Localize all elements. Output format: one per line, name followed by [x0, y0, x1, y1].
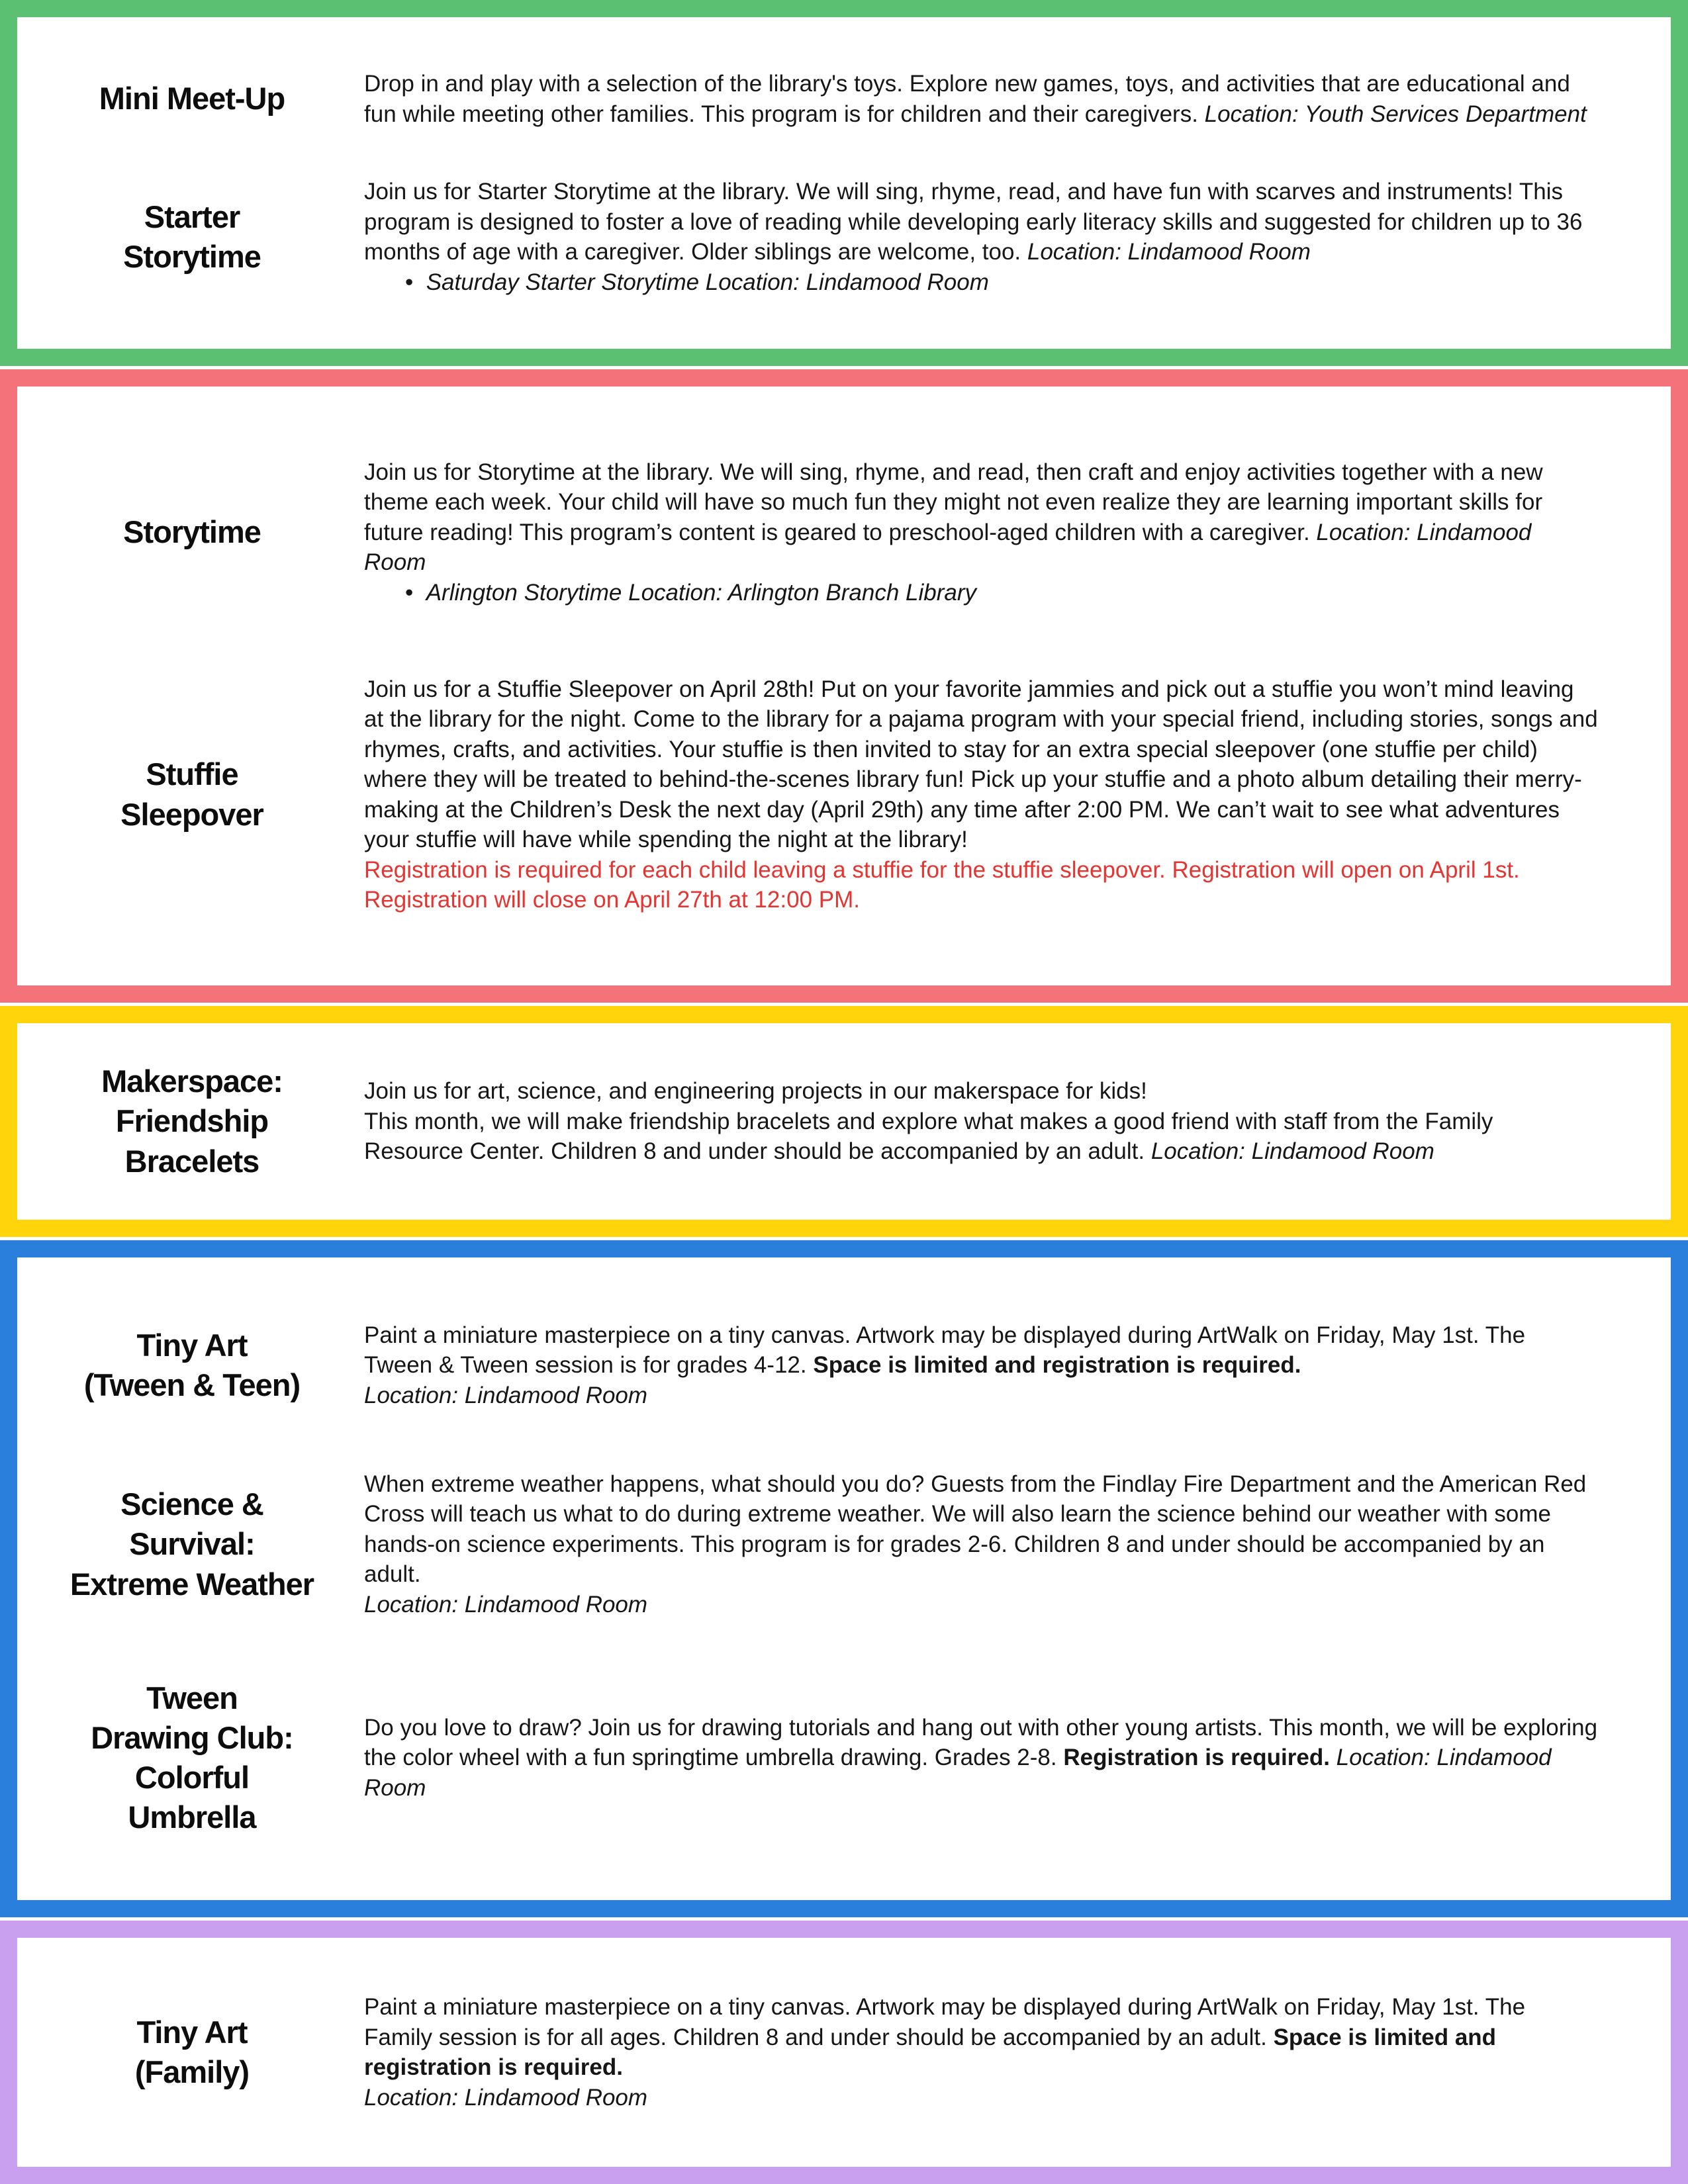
text-run-italic: Location: Lindamood Room [364, 2084, 648, 2111]
program-title [40, 79, 344, 118]
program-paragraph [364, 1076, 1598, 1107]
text-run-red: Registration is required for each child leaving a stuffie for the stuffie sleepover. Registration will open on April 1st. Registration will close on April 27th at 12:00 PM. [364, 856, 1520, 913]
program-row [40, 674, 1598, 915]
program-row [40, 177, 1598, 297]
program-title-line: Bracelets [124, 1143, 259, 1179]
program-description [344, 457, 1598, 608]
program-row [40, 1320, 1598, 1411]
program-title-line: Survival: [129, 1526, 255, 1562]
program-title [40, 754, 344, 834]
program-row [40, 457, 1598, 608]
program-title [40, 512, 344, 552]
program-row [40, 1678, 1598, 1838]
program-paragraph [364, 1713, 1598, 1803]
text-run-normal: Join us for Starter Storytime at the library. We will sing, rhyme, read, and have fun with scarves and instruments! This program is designed to foster a love of reading while developing early literacy skills and suggested for children up to 36 months of age with a caregiver. Older siblings are welcome, too. [364, 179, 1583, 265]
program-paragraph [364, 177, 1598, 267]
program-paragraph [364, 69, 1598, 129]
program-title-line: Tiny Art [136, 1327, 248, 1363]
program-title-line: (Family) [134, 2054, 250, 2089]
text-run-italic: Location: Lindamood Room [364, 1591, 648, 1617]
text-run-italic: Location: Lindamood Room [364, 519, 1532, 575]
program-description [344, 1469, 1598, 1620]
text-run-normal: Join us for a Stuffie Sleepover on April 28th! Put on your favorite jammies and pick out a stuffie you won’t mind leaving at the library for the night. Come to the library for a pajama program with your special friend, including stories, songs and rhymes, crafts, and activities. Your stuffie is then invited to stay for an extra special sleepover (one stuffie per child) where they will be treated to behind-the-scenes library fun! Pick up your stuffie and a photo album detailing their merry-making at the Children’s Desk the next day (April 29th) any time after 2:00 PM. We can’t wait to see what adventures your stuffie will have while spending the night at the library! [364, 676, 1598, 852]
program-title-line: Science & [120, 1486, 263, 1522]
program-paragraph [364, 457, 1598, 578]
program-bullets [364, 578, 1598, 608]
text-run-italic: Location: Youth Services Department [1204, 101, 1587, 127]
program-paragraph [364, 1590, 1598, 1620]
program-description [344, 674, 1598, 915]
program-title-line: Umbrella [128, 1799, 256, 1835]
program-title [40, 1678, 344, 1838]
program-description [344, 1992, 1598, 2113]
program-paragraph [364, 855, 1598, 915]
text-run-normal: Paint a miniature masterpiece on a tiny canvas. Artwork may be displayed during ArtWalk on Friday, May 1st. The Family session is for all ages. Children 8 and under should be accompanied by an adult. [364, 1994, 1526, 2050]
program-paragraph [364, 1107, 1598, 1167]
program-section-early-childhood [0, 0, 1688, 366]
program-title [40, 197, 344, 277]
text-run-normal: Paint a miniature masterpiece on a tiny canvas. Artwork may be displayed during ArtWalk on Friday, May 1st. The Tween & Tween session is for grades 4-12. [364, 1322, 1526, 1379]
text-run-bold: Space is limited and registration is required. [364, 2024, 1497, 2080]
program-description [344, 69, 1598, 129]
program-title-line: Stuffie [146, 756, 238, 792]
text-run-bold: Registration is required. [1063, 1745, 1336, 1771]
program-paragraph [364, 1381, 1598, 1411]
program-title [40, 1326, 344, 1405]
text-run-normal: Join us for Storytime at the library. We will sing, rhyme, and read, then craft and enjoy activities together with a new theme each week. Your child will have so much fun they might not even realize they are learning important skills for future reading! This program’s content is geared to preschool-aged children with a caregiver. [364, 459, 1543, 545]
program-paragraph [364, 1469, 1598, 1590]
program-paragraph [364, 1992, 1598, 2083]
program-bullet: • Saturday Starter Storytime Location: Lindamood Room [405, 267, 1598, 298]
program-title-line: Drawing Club: [91, 1719, 293, 1755]
program-description [344, 1076, 1598, 1167]
text-run-normal: Join us for art, science, and engineering projects in our makerspace for kids! [364, 1078, 1147, 1105]
program-description [344, 1713, 1598, 1803]
text-run-italic: Location: Lindamood Room [364, 1745, 1552, 1801]
program-title-line: Friendship [115, 1103, 269, 1139]
program-title-line: Mini Meet-Up [99, 81, 285, 116]
text-run-bold: Space is limited and registration is required. [813, 1352, 1301, 1379]
program-row [40, 1062, 1598, 1181]
program-section-makerspace [0, 1006, 1688, 1237]
program-title-line: Extreme Weather [70, 1566, 314, 1602]
program-title-line: Tween [146, 1680, 238, 1715]
text-run-normal: Do you love to draw? Join us for drawing tutorials and hang out with other young artists. This month, we will be exploring the color wheel with a fun springtime umbrella drawing. Grades 2-8. [364, 1714, 1598, 1771]
program-section-storytime-stuffie [0, 369, 1688, 1003]
program-title [40, 1062, 344, 1181]
program-title-line: Storytime [123, 514, 261, 550]
program-title-line: Makerspace: [101, 1064, 283, 1099]
program-section-tween-teen [0, 1240, 1688, 1917]
program-bullet: • Arlington Storytime Location: Arlington Branch Library [405, 578, 1598, 608]
program-paragraph [364, 1320, 1598, 1381]
text-run-normal: Drop in and play with a selection of the library's toys. Explore new games, toys, and activities that are educational and fun while meeting other families. This program is for children and their caregivers. [364, 71, 1570, 127]
text-run-italic: Location: Lindamood Room [1027, 239, 1311, 265]
program-title-line: Colorful [134, 1760, 250, 1796]
program-title-line: Starter [144, 199, 240, 234]
program-section-tiny-art-family [0, 1921, 1688, 2184]
program-paragraph [364, 674, 1598, 855]
program-title-line: Tiny Art [136, 2014, 248, 2050]
program-title-line: (Tween & Teen) [83, 1367, 301, 1402]
text-run-italic: Location: Lindamood Room [364, 1382, 648, 1408]
program-paragraph [364, 2083, 1598, 2113]
text-run-normal: When extreme weather happens, what should you do? Guests from the Findlay Fire Department and the American Red Cross will teach us what to do during extreme weather. We will also learn the science behind our weather with some hands-on science experiments. This program is for grades 2-6. Children 8 and under should be accompanied by an adult. [364, 1471, 1587, 1588]
program-title [40, 2013, 344, 2092]
program-title-line: Storytime [123, 239, 261, 274]
text-run-italic: Location: Lindamood Room [1150, 1138, 1434, 1165]
program-title-line: Sleepover [120, 796, 263, 832]
program-row [40, 1469, 1598, 1620]
program-description [344, 1320, 1598, 1411]
program-description [344, 177, 1598, 297]
program-title [40, 1484, 344, 1604]
program-bullets [364, 267, 1598, 298]
program-row [40, 1992, 1598, 2113]
program-row [40, 69, 1598, 129]
text-run-normal: This month, we will make friendship bracelets and explore what makes a good friend with staff from the Family Resource Center. Children 8 and under should be accompanied by an adult. [364, 1108, 1493, 1165]
